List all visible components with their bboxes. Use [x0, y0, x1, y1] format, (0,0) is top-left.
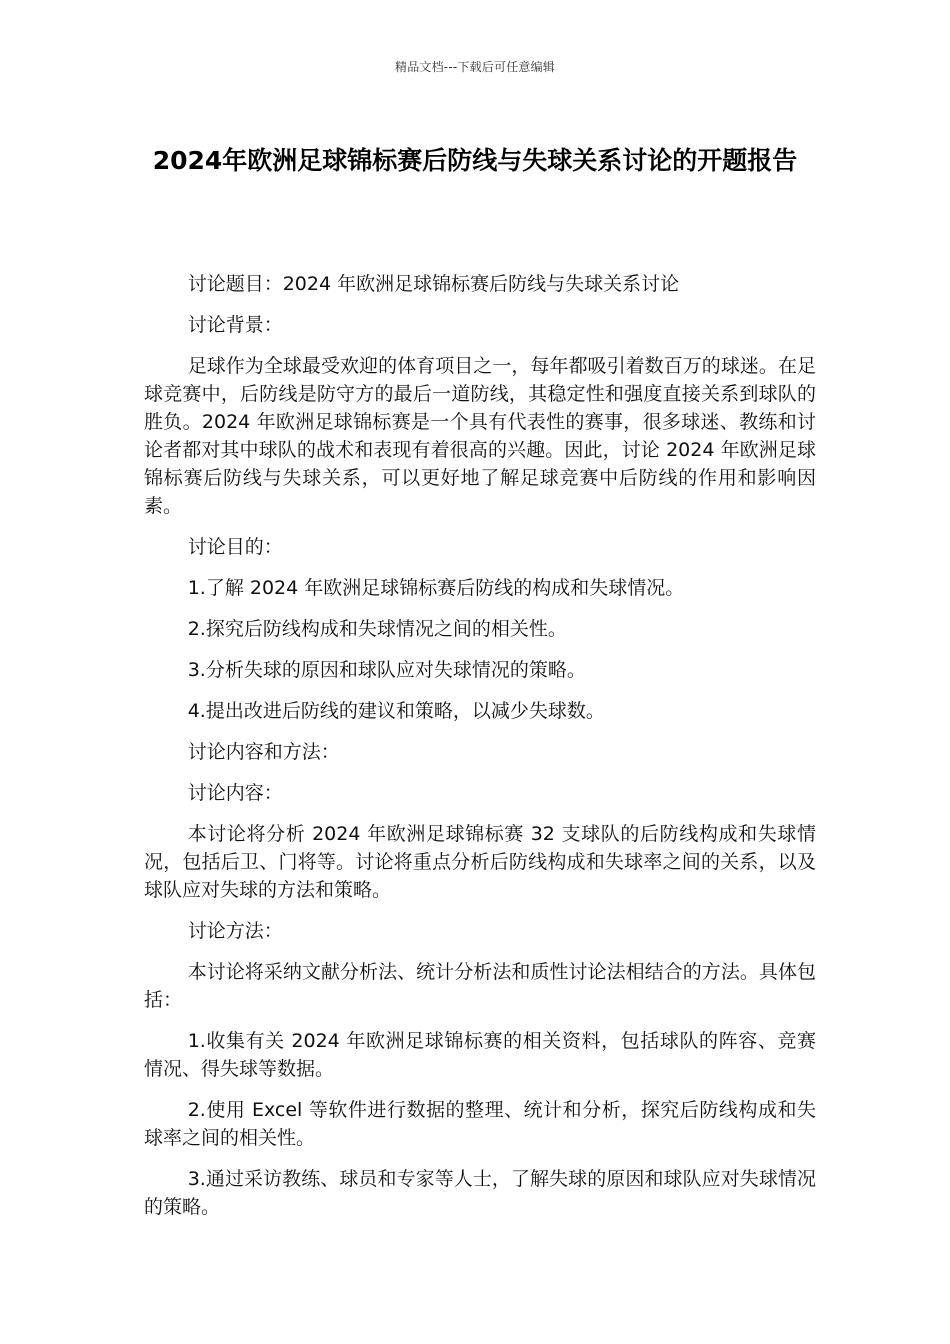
document-title: 2024年欧洲足球锦标赛后防线与失球关系讨论的开题报告	[152, 146, 798, 175]
purpose-item-2: 2.探究后防线构成和失球情况之间的相关性。	[187, 618, 567, 640]
header-note: 精品文档---下载后可任意编辑	[395, 60, 555, 74]
purpose-item-3: 3.分析失球的原因和球队应对失球情况的策略。	[187, 659, 586, 681]
purpose-item-4: 4.提出改进后防线的建议和策略，以减少失球数。	[187, 700, 605, 722]
method-item-3: 3.通过采访教练、球员和专家等人士，了解失球的原因和球队应对失球情况的策略。	[144, 1168, 816, 1218]
heading-purpose: 讨论目的：	[187, 536, 283, 558]
purpose-item-1: 1.了解 2024 年欧洲足球锦标赛后防线的构成和失球情况。	[187, 577, 685, 599]
document-body	[144, 270, 816, 1234]
paragraph-method: 本讨论将采纳文献分析法、统计分析法和质性讨论法相结合的方法。具体包括：	[144, 961, 816, 1011]
heading-background: 讨论背景：	[187, 314, 283, 336]
paragraph-background: 足球作为全球最受欢迎的体育项目之一，每年都吸引着数百万的球迷。在足球竞赛中，后防线是防守方的最后一道防线，其稳定性和强度直接关系到球队的胜负。2024 年欧洲足球锦标赛是一个具有代表性的赛事，很多球迷、教练和讨论者都对其中球队的战术和表现有着很高的兴趣。因此，讨论 2024 年欧洲足球锦标赛后防线与失球关系，可以更好地了解足球竞赛中后防线的作用和影响因素。	[144, 355, 816, 517]
paragraph-topic: 讨论题目：2024 年欧洲足球锦标赛后防线与失球关系讨论	[187, 273, 680, 295]
heading-content-and-method: 讨论内容和方法：	[187, 741, 340, 763]
heading-method: 讨论方法：	[187, 920, 283, 942]
paragraph-content: 本讨论将分析 2024 年欧洲足球锦标赛 32 支球队的后防线构成和失球情况，包括后卫、门将等。讨论将重点分析后防线构成和失球率之间的关系，以及球队应对失球的方法和策略。	[144, 823, 816, 901]
method-item-2: 2.使用 Excel 等软件进行数据的整理、统计和分析，探究后防线构成和失球率之间的相关性。	[144, 1099, 816, 1149]
heading-content: 讨论内容：	[187, 782, 283, 804]
method-item-1: 1.收集有关 2024 年欧洲足球锦标赛的相关资料，包括球队的阵容、竞赛情况、得失球等数据。	[144, 1030, 816, 1080]
